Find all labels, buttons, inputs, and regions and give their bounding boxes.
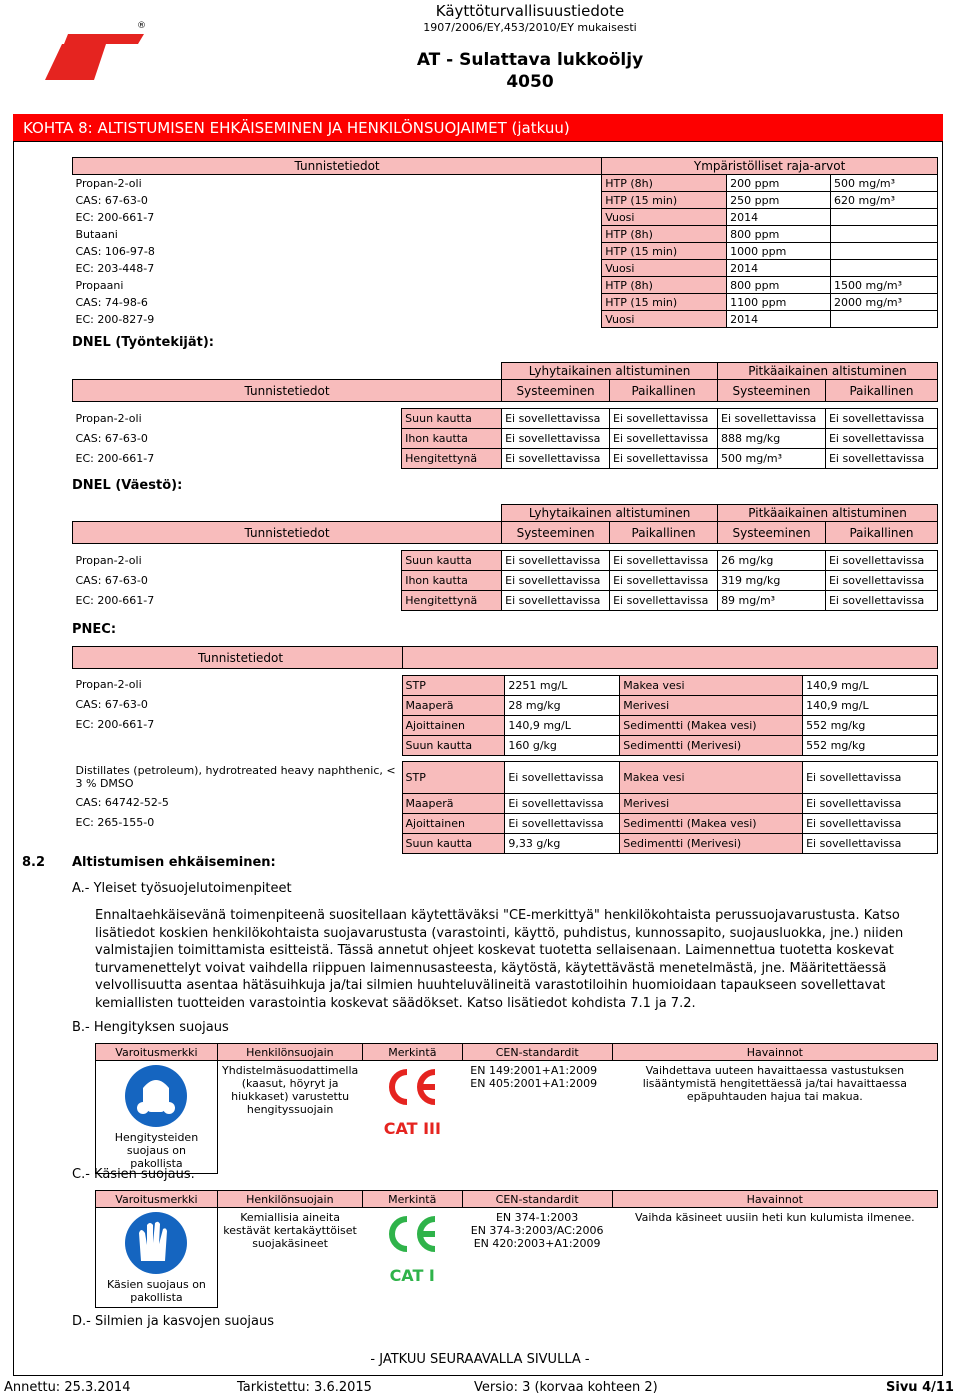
pnec-id: Distillates (petroleum), hydrotreated heavy naphthenic, < 3 % DMSO <box>75 763 396 790</box>
dnel_workers-value: Ei sovellettavissa <box>610 449 718 469</box>
dnel_workers-c3: Systeeminen <box>718 380 826 402</box>
dnel_public-value: Ei sovellettavissa <box>610 551 718 571</box>
dnel_workers-id: Propan-2-oli <box>75 412 142 425</box>
pnec-row <box>73 696 938 716</box>
pnec-id <box>73 736 403 756</box>
limits-type: HTP (15 min) <box>602 192 727 209</box>
pnec-medium: Merivesi <box>620 794 803 814</box>
dnel_workers-route: Hengitettynä <box>402 449 502 469</box>
limits-substance: Butaani <box>75 227 118 241</box>
dnel_public-value: 319 mg/kg <box>718 571 826 591</box>
pnec-medium: Makea vesi <box>620 676 803 696</box>
limits-mg: 500 mg/m³ <box>831 175 938 192</box>
limits-mg: 620 mg/m³ <box>831 192 938 209</box>
dnel_workers-value: Ei sovellettavissa <box>718 409 826 429</box>
pnec-value: 140,9 mg/L <box>505 716 620 736</box>
pnec-label: PNEC: <box>72 622 117 637</box>
c-cen1: EN 374-1:2003 <box>495 1211 579 1224</box>
limits-substance: EC: 200-661-7 <box>75 210 155 224</box>
ppe-b-table <box>95 1043 938 1174</box>
continue-note: - JATKUU SEURAAVALLA SIVULLA - <box>370 1352 590 1367</box>
ppe-c-h3: Merkintä <box>362 1191 462 1208</box>
dnel_workers-row <box>73 449 938 469</box>
dnel_workers-c1: Systeeminen <box>502 380 610 402</box>
pnec-medium: Sedimentti (Merivesi) <box>620 834 803 854</box>
dnel_public-route: Suun kautta <box>402 551 502 571</box>
limits-mg: 1500 mg/m³ <box>831 277 938 294</box>
dnel_workers-value: Ei sovellettavissa <box>825 449 937 469</box>
dnel_public-long-header: Pitkäaikainen altistuminen <box>718 505 938 522</box>
b-cen2: EN 405:2001+A1:2009 <box>470 1077 598 1090</box>
ppe-h5: Havainnot <box>612 1044 937 1061</box>
pnec-medium: Merivesi <box>620 696 803 716</box>
pnec-type: STP <box>402 676 505 696</box>
limits-mg <box>831 260 938 277</box>
limits-ppm: 800 ppm <box>727 277 831 294</box>
dnel_workers-row <box>73 409 938 429</box>
ppe-c-table <box>95 1190 938 1308</box>
b-cen1: EN 149:2001+A1:2009 <box>470 1064 598 1077</box>
pnec-row <box>73 814 938 834</box>
c-ppe: Kemiallisia aineita kestävät kertakäyttöiset suojakäsineet <box>223 1211 357 1250</box>
limits-ppm: 1100 ppm <box>727 294 831 311</box>
dnel_public-id: Propan-2-oli <box>75 554 142 567</box>
dnel_public-c4: Paikallinen <box>825 522 937 544</box>
limits-type: HTP (8h) <box>602 277 727 294</box>
limits-row <box>73 209 938 226</box>
pnec-id: CAS: 67-63-0 <box>75 697 148 711</box>
dnel_workers-value: Ei sovellettavissa <box>825 429 937 449</box>
dnel_workers-short-header: Lyhytaikainen altistuminen <box>502 363 718 380</box>
limits-substance: Propan-2-oli <box>75 176 142 190</box>
ppe-h1: Varoitusmerkki <box>96 1044 218 1061</box>
b-ppe: Yhdistelmäsuodattimella (kaasut, höyryt ja hiukkaset) varustettu hengityssuojain <box>222 1064 359 1116</box>
dnel_public-value: 26 mg/kg <box>718 551 826 571</box>
version: Versio: 3 (korvaa kohteen 2) <box>474 1380 658 1395</box>
dnel_workers-c2: Paikallinen <box>610 380 718 402</box>
limits-mg <box>831 311 938 328</box>
dnel_workers-value: Ei sovellettavissa <box>825 409 937 429</box>
dnel-public-label: DNEL (Väestö): <box>72 478 183 493</box>
pnec-id: Propan-2-oli <box>75 677 142 691</box>
b-title: B.- Hengityksen suojaus <box>72 1020 229 1035</box>
pnec-value2: 552 mg/kg <box>803 736 938 756</box>
d-title: D.- Silmien ja kasvojen suojaus <box>72 1314 275 1329</box>
limits-ppm: 200 ppm <box>727 175 831 192</box>
ce-cat-iii-icon <box>379 1064 445 1124</box>
dnel_public-value: Ei sovellettavissa <box>825 591 937 611</box>
dnel_workers-route: Ihon kautta <box>402 429 502 449</box>
limits-table <box>72 157 938 328</box>
dnel_workers-id: EC: 200-661-7 <box>75 452 155 465</box>
limits-substance: EC: 203-448-7 <box>75 261 155 275</box>
pnec-value: Ei sovellettavissa <box>505 762 620 794</box>
pnec-value2: Ei sovellettavissa <box>803 834 938 854</box>
limits-mg <box>831 243 938 260</box>
limits-row <box>73 226 938 243</box>
limits-substance: EC: 200-827-9 <box>75 312 155 326</box>
ppe-c-h2: Henkilönsuojain <box>217 1191 362 1208</box>
limits-type: HTP (8h) <box>602 226 727 243</box>
dnel_public-route: Ihon kautta <box>402 571 502 591</box>
pnec-type: STP <box>402 762 505 794</box>
dnel_public-c1: Systeeminen <box>502 522 610 544</box>
dnel_public-route: Hengitettynä <box>402 591 502 611</box>
pnec-medium: Sedimentti (Merivesi) <box>620 736 803 756</box>
dnel_public-value: Ei sovellettavissa <box>610 591 718 611</box>
product-code: 4050 <box>506 72 554 92</box>
limits-substance: CAS: 106-97-8 <box>75 244 155 258</box>
pnec-value2: Ei sovellettavissa <box>803 762 938 794</box>
dnel_workers-row <box>73 429 938 449</box>
dnel_workers-value: Ei sovellettavissa <box>502 449 610 469</box>
pnec-value: 160 g/kg <box>505 736 620 756</box>
svg-text:®: ® <box>137 21 146 31</box>
limits-substance: CAS: 74-98-6 <box>75 295 148 309</box>
a-text: Ennaltaehkäisevänä toimenpiteenä suositellaan käytettäväksi "CE-merkittyä" henkilökohtaista perussuojavarustusta. Katso lisätiedot koskien henkilökohtaista suojavarustusta (varastointi, käyttö, puhdistus, kunnossapito, suojausluokka, jne.) niiden valmistajien toimittamista esitteistä. Tässä annetut ohjeet koskevat tuotetta sellaisenaan. Laimennettua tuotetta koskevat turvamenettelyt voivat vaihdella riippuen laimennusasteesta, käytöstä, käytettävästä menetelmästä, jne. Määritettäessä velvollisuutta asentaa hätäsuihkuja ja/tai silmien huuhteluvälineitä varastotiloihin huomioidaan tapaukseen sovellettavat kemiallisten tuotteiden varastointia koskevat säädökset. Katso lisätiedot kohdista 7.1 ja 7.2. <box>95 908 904 1011</box>
limits-substance: Propaani <box>75 278 124 292</box>
dnel_public-value: 89 mg/m³ <box>718 591 826 611</box>
b-mark: CAT III <box>383 1119 441 1138</box>
page-number: Sivu 4/11 <box>886 1380 954 1395</box>
dnel_workers-id: CAS: 67-63-0 <box>75 432 148 445</box>
limits-row <box>73 294 938 311</box>
c-cen2: EN 374-3:2003/AC:2006 <box>470 1224 604 1237</box>
limits-type: HTP (15 min) <box>602 243 727 260</box>
dnel_workers-long-header: Pitkäaikainen altistuminen <box>718 363 938 380</box>
pnec-row <box>73 736 938 756</box>
dnel_workers-value: Ei sovellettavissa <box>502 429 610 449</box>
b-sign-text: Hengitysteiden suojaus on pakollista <box>114 1131 199 1170</box>
dnel_workers-c4: Paikallinen <box>825 380 937 402</box>
limits-ppm: 250 ppm <box>727 192 831 209</box>
dnel_public-c3: Systeeminen <box>718 522 826 544</box>
ppe-h3: Merkintä <box>362 1044 462 1061</box>
pnec-value2: Ei sovellettavissa <box>803 814 938 834</box>
section-title: KOHTA 8: ALTISTUMISEN EHKÄISEMINEN JA HENKILÖNSUOJAIMET (jatkuu) <box>13 114 943 142</box>
pnec-col-id: Tunnistetiedot <box>73 647 403 669</box>
pnec-value2: 140,9 mg/L <box>803 696 938 716</box>
pnec-type: Maaperä <box>402 696 505 716</box>
ppe-h2: Henkilönsuojain <box>217 1044 362 1061</box>
limits-row <box>73 311 938 328</box>
b-obs: Vaihdettava uuteen havaittaessa vastustuksen lisääntymistä hengitettäessä ja/tai havaittaessa epäpuhtauden hajua tai makua. <box>642 1064 907 1103</box>
limits-row <box>73 175 938 192</box>
checked-date: Tarkistettu: 3.6.2015 <box>237 1380 372 1395</box>
limits-ppm: 1000 ppm <box>727 243 831 260</box>
c-title: C.- Käsien suojaus. <box>72 1167 195 1182</box>
dnel_workers-value: 500 mg/m³ <box>718 449 826 469</box>
dnel_workers-value: Ei sovellettavissa <box>610 429 718 449</box>
limits-mg <box>831 226 938 243</box>
pnec-value: Ei sovellettavissa <box>505 814 620 834</box>
pnec-value: 9,33 g/kg <box>505 834 620 854</box>
dnel_workers-col-id: Tunnistetiedot <box>73 380 502 402</box>
limits-type: Vuosi <box>602 260 727 277</box>
s82-num: 8.2 <box>22 855 46 870</box>
dnel-workers-label: DNEL (Työntekijät): <box>72 335 215 350</box>
dnel_public-value: Ei sovellettavissa <box>502 571 610 591</box>
dnel_public-id: EC: 200-661-7 <box>75 594 155 607</box>
pnec-value: 2251 mg/L <box>505 676 620 696</box>
ppe-c-h4: CEN-standardit <box>462 1191 612 1208</box>
dnel_public-c2: Paikallinen <box>610 522 718 544</box>
regulation: 1907/2006/EY,453/2010/EY mukaisesti <box>423 21 637 34</box>
pnec-id <box>73 834 403 854</box>
dnel_public-value: Ei sovellettavissa <box>502 551 610 571</box>
pnec-medium: Sedimentti (Makea vesi) <box>620 814 803 834</box>
at-logo <box>40 14 150 84</box>
pnec-id: EC: 200-661-7 <box>75 717 155 731</box>
limits-type: Vuosi <box>602 209 727 226</box>
pnec-type: Suun kautta <box>402 834 505 854</box>
pnec-type: Ajoittainen <box>402 716 505 736</box>
dnel_workers-value: Ei sovellettavissa <box>610 409 718 429</box>
dnel_public-row <box>73 571 938 591</box>
dnel_public-value: Ei sovellettavissa <box>825 571 937 591</box>
limits-ppm: 2014 <box>727 311 831 328</box>
dnel_public-value: Ei sovellettavissa <box>502 591 610 611</box>
ppe-h4: CEN-standardit <box>462 1044 612 1061</box>
pnec-medium: Sedimentti (Makea vesi) <box>620 716 803 736</box>
dnel_public-row <box>73 551 938 571</box>
respirator-icon <box>121 1064 191 1128</box>
limits-ppm: 800 ppm <box>727 226 831 243</box>
limits-type: HTP (8h) <box>602 175 727 192</box>
dnel-workers-table <box>72 362 938 469</box>
a-title: A.- Yleiset työsuojelutoimenpiteet <box>72 881 292 896</box>
pnec-table <box>72 646 938 854</box>
dnel-public-table <box>72 504 938 611</box>
dnel_public-value: Ei sovellettavissa <box>825 551 937 571</box>
pnec-id: CAS: 64742-52-5 <box>75 795 169 809</box>
limits-ppm: 2014 <box>727 260 831 277</box>
product-name: AT - Sulattava lukkoöljy <box>416 50 644 70</box>
limits-row <box>73 277 938 294</box>
dnel_workers-route: Suun kautta <box>402 409 502 429</box>
c-obs: Vaihda käsineet uusiin heti kun kulumista ilmenee. <box>634 1211 915 1224</box>
issued-date: Annettu: 25.3.2014 <box>4 1380 131 1395</box>
col-env: Ympäristölliset raja-arvot <box>602 158 938 175</box>
pnec-medium: Makea vesi <box>620 762 803 794</box>
ppe-c-h1: Varoitusmerkki <box>96 1191 218 1208</box>
ppe-c-h5: Havainnot <box>612 1191 937 1208</box>
limits-substance: CAS: 67-63-0 <box>75 193 148 207</box>
pnec-type: Suun kautta <box>402 736 505 756</box>
pnec-value2: 140,9 mg/L <box>803 676 938 696</box>
c-cen3: EN 420:2003+A1:2009 <box>473 1237 601 1250</box>
ce-cat-i-icon <box>379 1211 445 1271</box>
dnel_workers-value: 888 mg/kg <box>718 429 826 449</box>
limits-ppm: 2014 <box>727 209 831 226</box>
pnec-type: Maaperä <box>402 794 505 814</box>
pnec-value: 28 mg/kg <box>505 696 620 716</box>
limits-type: HTP (15 min) <box>602 294 727 311</box>
document-type: Käyttöturvallisuustiedote <box>435 2 625 20</box>
dnel_public-id: CAS: 67-63-0 <box>75 574 148 587</box>
dnel_public-col-id: Tunnistetiedot <box>73 522 502 544</box>
limits-mg: 2000 mg/m³ <box>831 294 938 311</box>
gloves-icon <box>121 1211 191 1275</box>
dnel_workers-value: Ei sovellettavissa <box>502 409 610 429</box>
pnec-row <box>73 716 938 736</box>
limits-mg <box>831 209 938 226</box>
c-mark: CAT I <box>389 1266 435 1285</box>
pnec-row <box>73 834 938 854</box>
limits-row <box>73 260 938 277</box>
limits-row <box>73 192 938 209</box>
dnel_public-row <box>73 591 938 611</box>
pnec-value: Ei sovellettavissa <box>505 794 620 814</box>
pnec-row <box>73 676 938 696</box>
pnec-type: Ajoittainen <box>402 814 505 834</box>
limits-row <box>73 243 938 260</box>
col-id: Tunnistetiedot <box>73 158 602 175</box>
pnec-value2: 552 mg/kg <box>803 716 938 736</box>
limits-type: Vuosi <box>602 311 727 328</box>
s82-title: Altistumisen ehkäiseminen: <box>72 855 276 870</box>
pnec-id: EC: 265-155-0 <box>75 815 155 829</box>
c-sign-text: Käsien suojaus on pakollista <box>106 1278 206 1304</box>
pnec-row <box>73 762 938 794</box>
pnec-row <box>73 794 938 814</box>
pnec-value2: Ei sovellettavissa <box>803 794 938 814</box>
dnel_public-short-header: Lyhytaikainen altistuminen <box>502 505 718 522</box>
dnel_public-value: Ei sovellettavissa <box>610 571 718 591</box>
